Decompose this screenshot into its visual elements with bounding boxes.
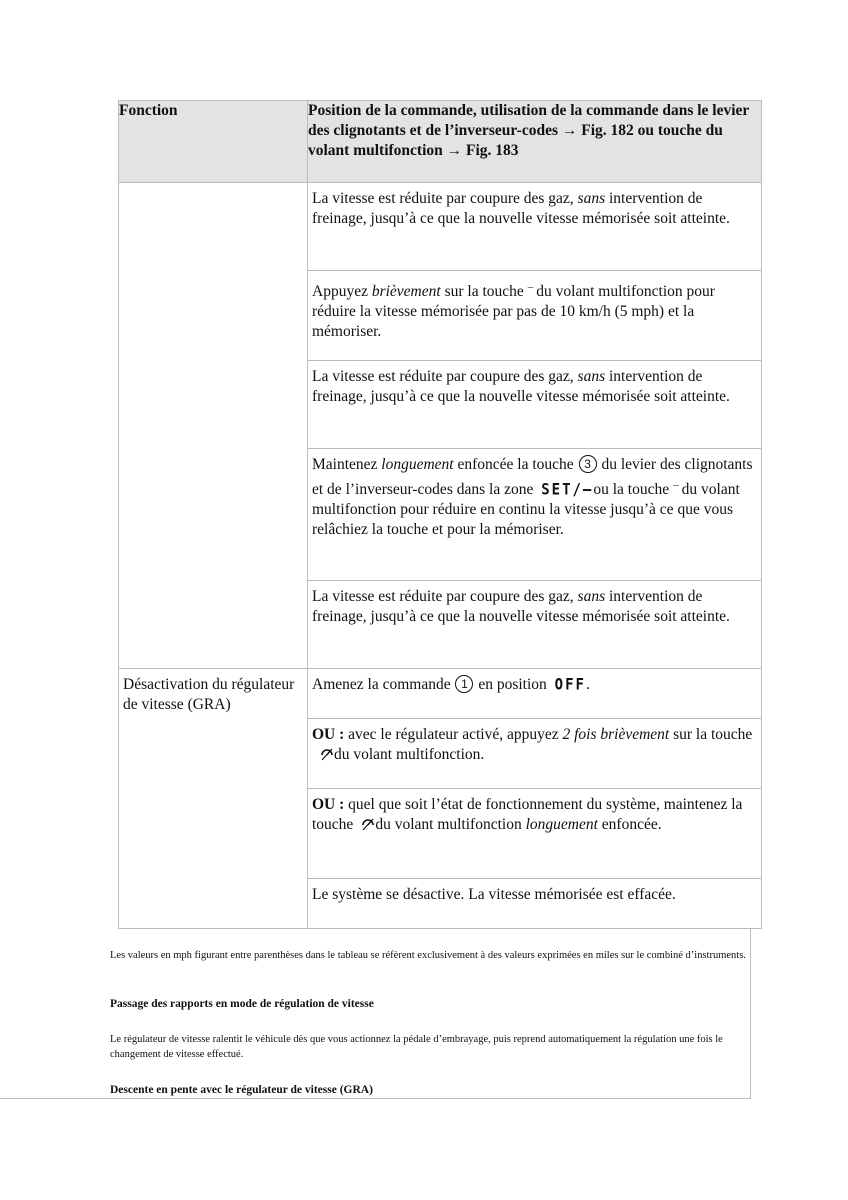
section-heading-gearshift: Passage des rapports en mode de régulation de vitesse [110, 998, 374, 1010]
function-cell-deactivation: Désactivation du régulateur de vitesse (GRA) [119, 669, 308, 929]
off-position-icon: OFF [554, 675, 586, 695]
control-3-icon: 3 [579, 455, 597, 473]
mph-note: Les valeurs en mph figurant entre parenthèses dans le tableau se réfèrent exclusivement à des valeurs exprimées en miles sur le combiné d’instruments. [110, 950, 746, 961]
function-table [118, 100, 762, 929]
table-row [119, 669, 762, 719]
section-heading-downhill: Descente en pente avec le régulateur de vitesse (GRA) [110, 1084, 373, 1096]
control-1-icon: 1 [455, 675, 473, 693]
table-cell: Maintenez longuement enfoncée la touche 3 du levier des clignotants et de l’inverseur-codes dans la zone SET/–ou la touche – du volant multifonction pour réduire en continu la vitesse jusqu’à ce que vous relâchiez la touche et pour la mémoriser. [308, 449, 762, 581]
table-cell: Amenez la commande 1 en position OFF. [308, 669, 762, 719]
table-header-row [119, 101, 762, 183]
page-frame-bottom [0, 1098, 751, 1099]
cruise-off-icon [361, 817, 375, 831]
table-cell: La vitesse est réduite par coupure des gaz, sans intervention de freinage, jusqu’à ce que la nouvelle vitesse mémorisée soit atteinte. [308, 581, 762, 669]
header-text: Position de la commande, utilisation de la commande dans le levier des clignotants et de l’inverseur-codes [308, 102, 750, 139]
fig-ref-183[interactable]: → Fig. 183 [446, 142, 519, 159]
gearshift-paragraph: Le régulateur de vitesse ralentit le véhicule dès que vous actionnez la pédale d’embrayage, puis reprend automatiquement la régulation une fois le changement de vitesse effectué. [110, 1034, 723, 1060]
cruise-off-icon [320, 747, 334, 761]
table-cell: Le système se désactive. La vitesse mémorisée est effacée. [308, 879, 762, 929]
minus-key-icon: – [527, 281, 534, 293]
header-text-2: ou touche du volant multifonction [308, 122, 723, 159]
table-cell: La vitesse est réduite par coupure des gaz, sans intervention de freinage, jusqu’à ce que la nouvelle vitesse mémorisée soit atteinte. [308, 361, 762, 449]
header-function: Fonction [119, 101, 308, 183]
table-cell: La vitesse est réduite par coupure des gaz, sans intervention de freinage, jusqu’à ce que la nouvelle vitesse mémorisée soit atteinte. [308, 183, 762, 271]
table-row [119, 183, 762, 271]
header-position [308, 101, 762, 183]
minus-key-icon: – [673, 479, 679, 491]
function-cell-empty [119, 183, 308, 669]
set-minus-zone-icon: SET/– [541, 480, 594, 500]
page-frame-right [750, 928, 751, 1098]
fig-ref-182[interactable]: → Fig. 182 [561, 122, 634, 139]
table-cell: Appuyez brièvement sur la touche – du volant multifonction pour réduire la vitesse mémorisée par pas de 10 km/h (5 mph) et la mémoriser. [308, 271, 762, 361]
table-cell: OU : avec le régulateur activé, appuyez 2 fois brièvement sur la touchedu volant multifonction. [308, 719, 762, 789]
table-cell: OU : quel que soit l’état de fonctionnement du système, maintenez la touche du volant multifonction longuement enfoncée. [308, 789, 762, 879]
